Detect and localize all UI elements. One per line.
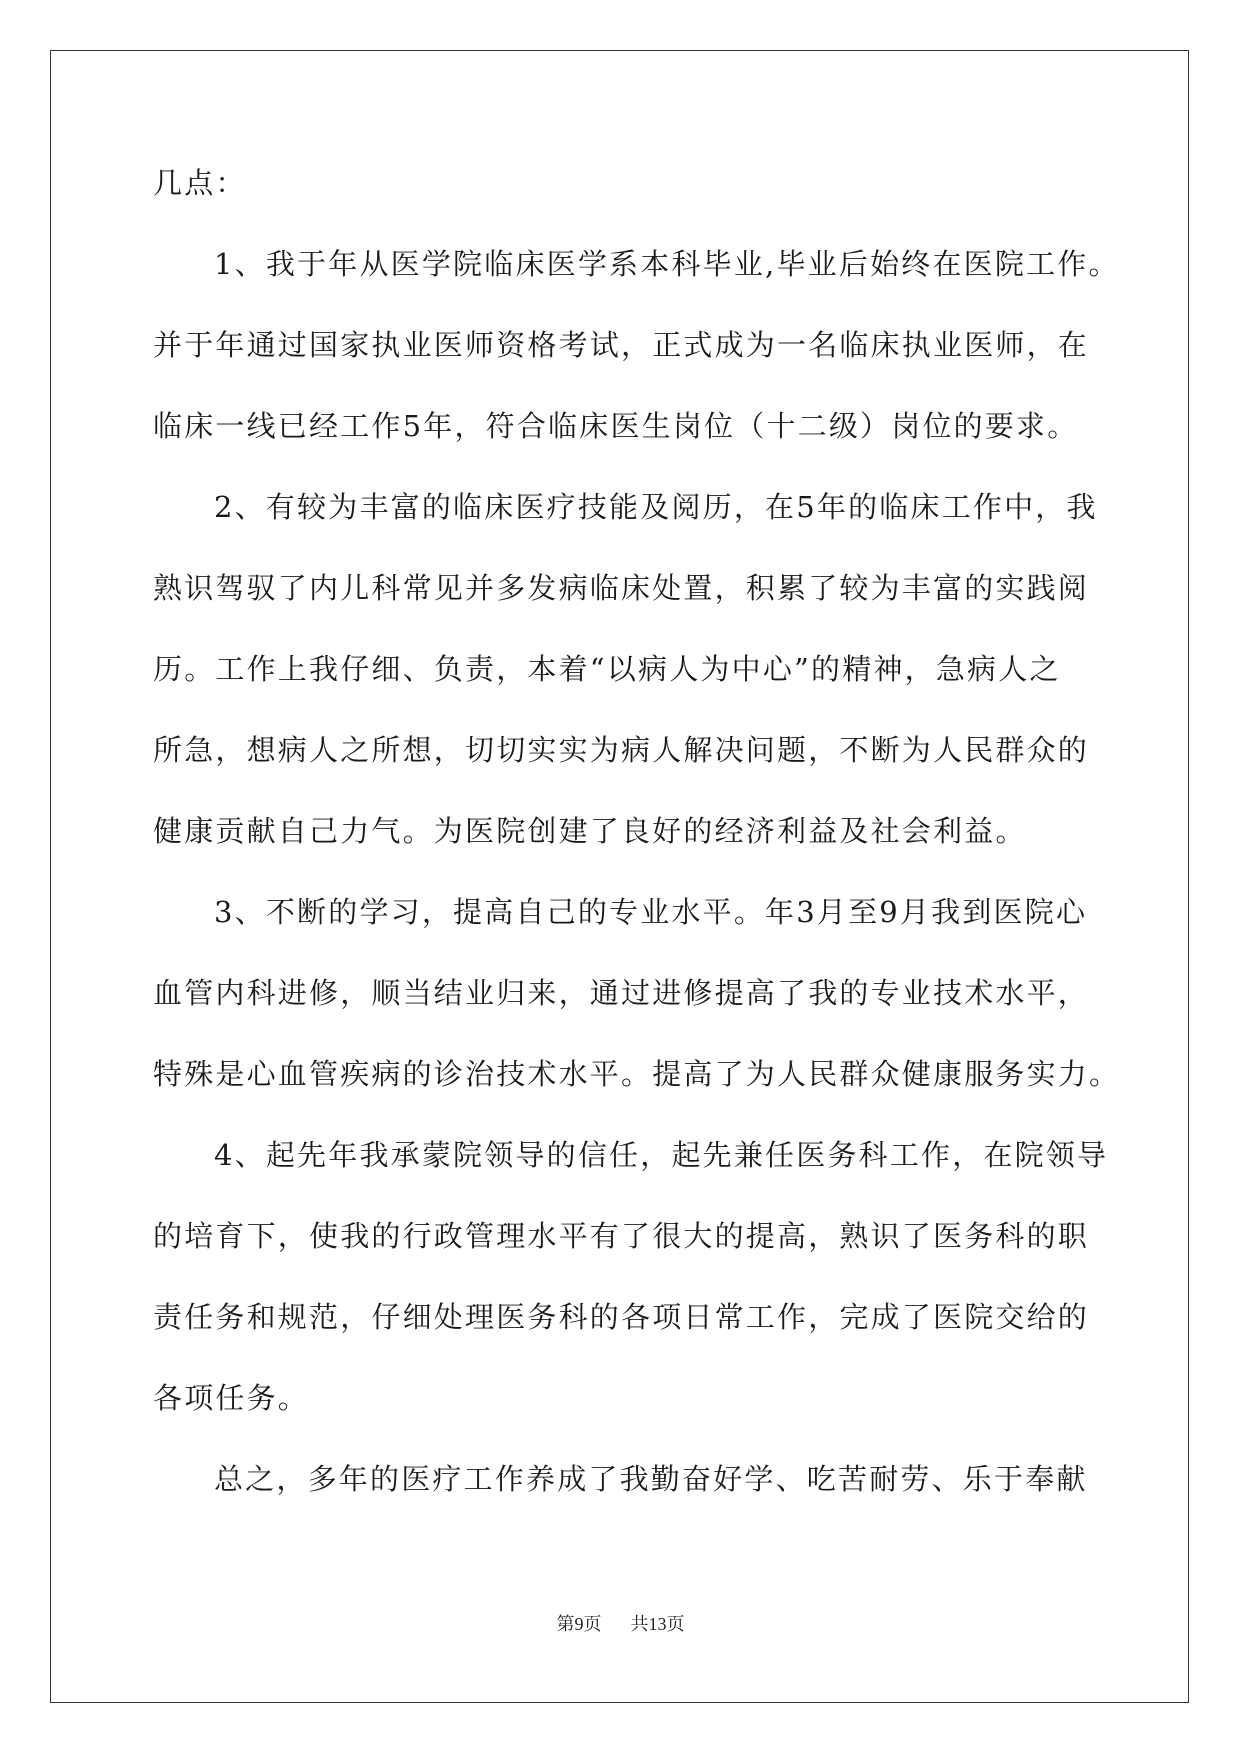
page-number-current: 第9页	[556, 1614, 602, 1634]
text-line: 健康贡献自己力气。为医院创建了良好的经济利益及社会利益。	[153, 814, 1027, 848]
text-line: 各项任务。	[153, 1381, 310, 1415]
text-line: 历。工作上我仔细、负责，本着“以病人为中心”的精神，急病人之	[153, 652, 1061, 686]
document-body	[153, 163, 1121, 1540]
text-line: 并于年通过国家执业医师资格考试，正式成为一名临床执业医师，在	[153, 328, 1090, 362]
text-line: 熟识驾驭了内儿科常见并多发病临床处置，积累了较为丰富的实践阅	[153, 571, 1090, 605]
text-line: 责任务和规范，仔细处理医务科的各项日常工作，完成了医院交给的	[153, 1300, 1090, 1334]
text-line: 临床一线已经工作5年，符合临床医生岗位（十二级）岗位的要求。	[153, 409, 1079, 443]
text-line: 总之，多年的医疗工作养成了我勤奋好学、吃苦耐劳、乐于奉献	[214, 1462, 1088, 1496]
text-line: 3、不断的学习，提高自己的专业水平。年3月至9月我到医院心	[214, 895, 1088, 929]
text-line: 血管内科进修，顺当结业归来，通过进修提高了我的专业技术水平，	[153, 976, 1090, 1010]
text-line: 1、我于年从医学院临床医学系本科毕业,毕业后始终在医院工作。	[214, 247, 1120, 281]
page-number-total: 共13页	[630, 1614, 685, 1634]
text-line: 2、有较为丰富的临床医疗技能及阅历，在5年的临床工作中，我	[214, 490, 1098, 524]
text-line: 特殊是心血管疾病的诊治技术水平。提高了为人民群众健康服务实力。	[153, 1057, 1121, 1091]
text-line: 的培育下，使我的行政管理水平有了很大的提高，熟识了医务科的职	[153, 1219, 1090, 1253]
page-footer	[0, 1610, 1241, 1636]
text-line: 几点：	[153, 166, 247, 200]
text-line: 所急，想病人之所想，切切实实为病人解决问题，不断为人民群众的	[153, 733, 1090, 767]
text-line: 4、起先年我承蒙院领导的信任，起先兼任医务科工作，在院领导	[214, 1138, 1109, 1172]
